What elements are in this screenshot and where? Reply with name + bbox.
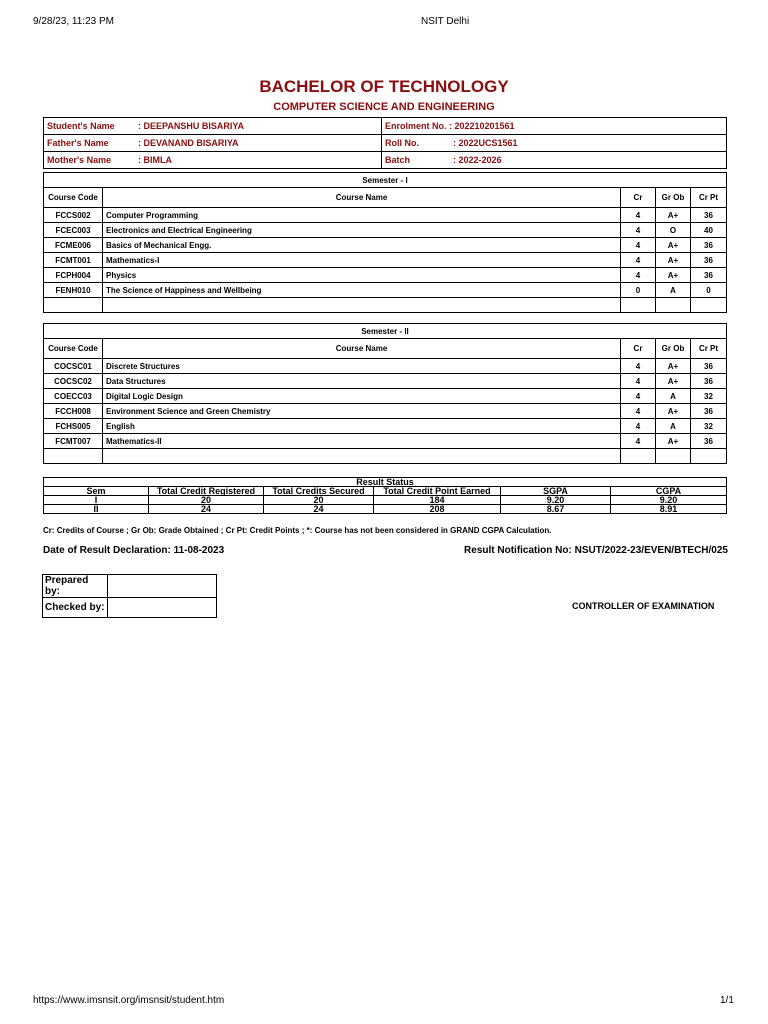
semester-1-title: Semester - I: [44, 173, 727, 188]
course-code: FCCH008: [44, 404, 103, 419]
course-name: Mathematics-II: [103, 434, 621, 449]
course-row: [44, 238, 727, 253]
result-credit-points: 184: [374, 496, 501, 505]
result-credits-secured: 24: [264, 505, 374, 514]
course-name: Data Structures: [103, 374, 621, 389]
student-name-label: Student's Name: [44, 118, 136, 135]
course-grade: A+: [656, 253, 691, 268]
course-grade: A+: [656, 268, 691, 283]
print-site-title: NSIT Delhi: [421, 16, 470, 27]
course-name: Physics: [103, 268, 621, 283]
mother-name: : BIMLA: [135, 152, 382, 169]
student-info-table: [43, 117, 727, 169]
checked-by-label: Checked by:: [43, 598, 108, 618]
col-sem: Sem: [44, 487, 149, 496]
course-row: [44, 268, 727, 283]
course-credit-points: 32: [691, 419, 727, 434]
branch-title: COMPUTER SCIENCE AND ENGINEERING: [273, 101, 495, 113]
course-credits: 4: [621, 419, 656, 434]
batch-label: Batch: [382, 152, 451, 169]
result-sem: II: [44, 505, 149, 514]
course-name: Electronics and Electrical Engineering: [103, 223, 621, 238]
result-row: [44, 496, 727, 505]
course-row: [44, 283, 727, 298]
course-credit-points: 0: [691, 283, 727, 298]
course-credit-points: 36: [691, 253, 727, 268]
course-name: Discrete Structures: [103, 359, 621, 374]
semester-1-table: [43, 172, 727, 313]
result-credit-points: 208: [374, 505, 501, 514]
course-code: COECC03: [44, 389, 103, 404]
result-credit-registered: 20: [149, 496, 264, 505]
course-code: FCMT007: [44, 434, 103, 449]
course-name: Digital Logic Design: [103, 389, 621, 404]
enrolment-number: Enrolment No. : 202210201561: [382, 118, 727, 135]
course-grade: A: [656, 419, 691, 434]
course-code: COCSC02: [44, 374, 103, 389]
course-credits: 4: [621, 389, 656, 404]
signature-table: [42, 574, 217, 618]
semester-2-table: [43, 323, 727, 464]
course-grade: A: [656, 283, 691, 298]
result-sem: I: [44, 496, 149, 505]
course-grade: A+: [656, 434, 691, 449]
course-grade: A+: [656, 208, 691, 223]
course-grade: A+: [656, 374, 691, 389]
col-course-name: Course Name: [103, 339, 621, 359]
col-grade: Gr Ob: [656, 188, 691, 208]
course-credit-points: 36: [691, 434, 727, 449]
course-name: Basics of Mechanical Engg.: [103, 238, 621, 253]
col-credit-points: Cr Pt: [691, 188, 727, 208]
mother-name-label: Mother's Name: [44, 152, 136, 169]
course-credits: 4: [621, 404, 656, 419]
col-total-credit-point-earned: Total Credit Point Earned: [374, 487, 501, 496]
col-course-name: Course Name: [103, 188, 621, 208]
course-code: FCME006: [44, 238, 103, 253]
controller-of-examination: CONTROLLER OF EXAMINATION: [572, 601, 715, 611]
empty-row: [44, 449, 727, 464]
course-credits: 4: [621, 208, 656, 223]
course-grade: A+: [656, 404, 691, 419]
result-credit-registered: 24: [149, 505, 264, 514]
course-row: [44, 374, 727, 389]
print-datetime: 9/28/23, 11:23 PM: [33, 16, 114, 27]
course-credit-points: 36: [691, 238, 727, 253]
col-credits: Cr: [621, 339, 656, 359]
roll-number: : 2022UCS1561: [450, 135, 727, 152]
result-sgpa: 9.20: [501, 496, 611, 505]
prepared-by-field: [108, 575, 217, 598]
course-grade: O: [656, 223, 691, 238]
course-grade: A: [656, 389, 691, 404]
course-row: [44, 253, 727, 268]
course-credits: 4: [621, 434, 656, 449]
father-name: : DEVANAND BISARIYA: [135, 135, 382, 152]
col-sgpa: SGPA: [501, 487, 611, 496]
course-credit-points: 32: [691, 389, 727, 404]
print-page-number: 1/1: [720, 995, 734, 1006]
checked-by-field: [108, 598, 217, 618]
course-credits: 0: [621, 283, 656, 298]
course-name: English: [103, 419, 621, 434]
result-sgpa: 8.67: [501, 505, 611, 514]
abbreviation-legend: Cr: Credits of Course ; Gr Ob: Grade Obtained ; Cr Pt: Credit Points ; *: Course has not been considered in GRAND CGPA Calculation.: [43, 526, 552, 535]
father-name-label: Father's Name: [44, 135, 136, 152]
course-credit-points: 36: [691, 359, 727, 374]
result-status-title: Result Status: [44, 478, 727, 487]
course-credits: 4: [621, 223, 656, 238]
degree-title: BACHELOR OF TECHNOLOGY: [259, 77, 509, 96]
course-row: [44, 419, 727, 434]
col-total-credit-registered: Total Credit Registered: [149, 487, 264, 496]
course-credits: 4: [621, 253, 656, 268]
course-row: [44, 223, 727, 238]
course-name: Environment Science and Green Chemistry: [103, 404, 621, 419]
course-row: [44, 389, 727, 404]
result-row: [44, 505, 727, 514]
result-status-table: [43, 477, 727, 514]
course-code: FCCS002: [44, 208, 103, 223]
course-credit-points: 36: [691, 268, 727, 283]
course-credit-points: 36: [691, 404, 727, 419]
course-name: The Science of Happiness and Wellbeing: [103, 283, 621, 298]
course-credits: 4: [621, 374, 656, 389]
col-course-code: Course Code: [44, 339, 103, 359]
semester-2-title: Semester - II: [44, 324, 727, 339]
student-name: : DEEPANSHU BISARIYA: [135, 118, 382, 135]
course-row: [44, 404, 727, 419]
result-declaration-date: Date of Result Declaration: 11-08-2023: [43, 545, 225, 556]
col-course-code: Course Code: [44, 188, 103, 208]
course-credit-points: 36: [691, 374, 727, 389]
result-cgpa: 9.20: [611, 496, 727, 505]
course-row: [44, 208, 727, 223]
print-url: https://www.imsnsit.org/imsnsit/student.htm: [33, 995, 225, 1006]
course-row: [44, 434, 727, 449]
course-grade: A+: [656, 238, 691, 253]
col-grade: Gr Ob: [656, 339, 691, 359]
course-name: Mathematics-I: [103, 253, 621, 268]
prepared-by-label: Prepared by:: [43, 575, 108, 598]
course-grade: A+: [656, 359, 691, 374]
result-credits-secured: 20: [264, 496, 374, 505]
course-credit-points: 40: [691, 223, 727, 238]
course-name: Computer Programming: [103, 208, 621, 223]
course-code: FCHS005: [44, 419, 103, 434]
result-cgpa: 8.91: [611, 505, 727, 514]
course-row: [44, 359, 727, 374]
col-credits: Cr: [621, 188, 656, 208]
col-total-credits-secured: Total Credits Secured: [264, 487, 374, 496]
course-code: FCMT001: [44, 253, 103, 268]
course-credits: 4: [621, 268, 656, 283]
course-credits: 4: [621, 238, 656, 253]
course-code: FENH010: [44, 283, 103, 298]
roll-label: Roll No.: [382, 135, 451, 152]
col-credit-points: Cr Pt: [691, 339, 727, 359]
col-cgpa: CGPA: [611, 487, 727, 496]
batch-value: : 2022-2026: [450, 152, 727, 169]
empty-row: [44, 298, 727, 313]
course-code: FCEC003: [44, 223, 103, 238]
course-code: FCPH004: [44, 268, 103, 283]
course-credits: 4: [621, 359, 656, 374]
course-code: COCSC01: [44, 359, 103, 374]
course-credit-points: 36: [691, 208, 727, 223]
result-notification-number: Result Notification No: NSUT/2022-23/EVEN/BTECH/025: [464, 545, 728, 556]
